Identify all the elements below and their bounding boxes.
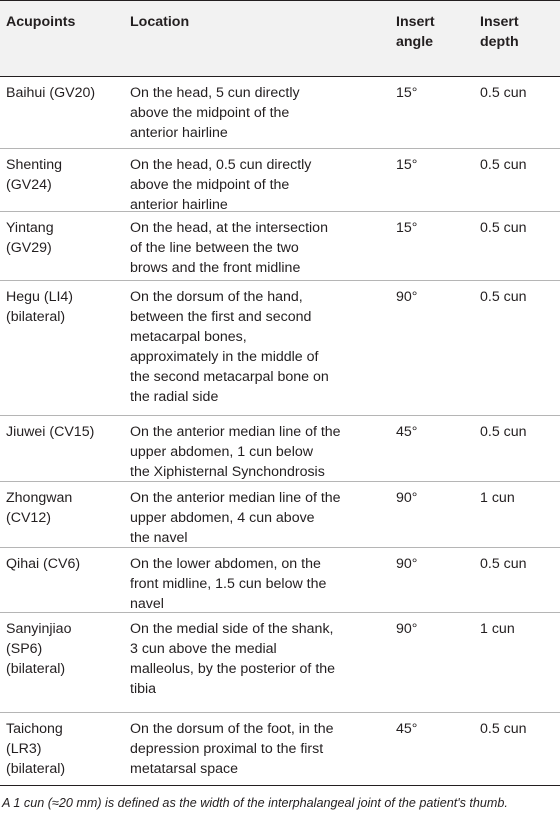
row-divider xyxy=(0,280,560,281)
cell-insert-depth: 0.5 cun xyxy=(480,289,527,305)
cell-insert-depth: 0.5 cun xyxy=(480,157,527,173)
table-footnote: A 1 cun (≈20 mm) is defined as the width of the interphalangeal joint of the patient's thumb. xyxy=(2,796,508,810)
cell-insert-depth: 0.5 cun xyxy=(480,721,527,737)
table-top-rule xyxy=(0,0,560,1)
cell-insert-angle: 90° xyxy=(396,621,418,637)
row-divider xyxy=(0,481,560,482)
cell-insert-angle: 45° xyxy=(396,424,418,440)
row-divider xyxy=(0,547,560,548)
header-acupoints: Acupoints xyxy=(6,14,76,30)
header-insert-angle: Insert angle xyxy=(396,14,435,50)
cell-insert-angle: 15° xyxy=(396,85,418,101)
cell-insert-depth: 1 cun xyxy=(480,621,515,637)
cell-location: On the medial side of the shank, 3 cun above the medial malleolus, by the posterior of the tibia xyxy=(130,621,336,697)
cell-acupoint: Sanyinjiao (SP6) (bilateral) xyxy=(6,621,72,677)
cell-insert-angle: 90° xyxy=(396,556,418,572)
cell-insert-depth: 0.5 cun xyxy=(480,424,527,440)
cell-insert-depth: 1 cun xyxy=(480,490,515,506)
cell-location: On the dorsum of the hand, between the first and second metacarpal bones, approximately in the middle of the second metacarpal bone on the radial side xyxy=(130,289,329,405)
cell-insert-depth: 0.5 cun xyxy=(480,556,527,572)
row-divider xyxy=(0,148,560,149)
header-rule xyxy=(0,76,560,77)
header-insert-depth: Insert depth xyxy=(480,14,519,50)
table-bottom-rule xyxy=(0,785,560,786)
cell-insert-angle: 15° xyxy=(396,157,418,173)
cell-location: On the head, at the intersection of the line between the two brows and the front midline xyxy=(130,220,328,276)
cell-location: On the anterior median line of the upper abdomen, 1 cun below the Xiphisternal Synchondrosis xyxy=(130,424,341,480)
cell-acupoint: Yintang (GV29) xyxy=(6,220,54,256)
cell-acupoint: Jiuwei (CV15) xyxy=(6,424,95,440)
cell-insert-angle: 15° xyxy=(396,220,418,236)
cell-insert-angle: 45° xyxy=(396,721,418,737)
cell-location: On the anterior median line of the upper abdomen, 4 cun above the navel xyxy=(130,490,341,546)
cell-acupoint: Hegu (LI4) (bilateral) xyxy=(6,289,74,325)
cell-insert-angle: 90° xyxy=(396,490,418,506)
cell-insert-angle: 90° xyxy=(396,289,418,305)
cell-insert-depth: 0.5 cun xyxy=(480,220,527,236)
header-location: Location xyxy=(130,14,190,30)
cell-acupoint: Baihui (GV20) xyxy=(6,85,96,101)
cell-location: On the head, 0.5 cun directly above the midpoint of the anterior hairline xyxy=(130,157,312,213)
cell-acupoint: Taichong (LR3) (bilateral) xyxy=(6,721,66,777)
cell-insert-depth: 0.5 cun xyxy=(480,85,527,101)
cell-acupoint: Zhongwan (CV12) xyxy=(6,490,73,526)
cell-location: On the head, 5 cun directly above the midpoint of the anterior hairline xyxy=(130,85,300,141)
cell-location: On the lower abdomen, on the front midline, 1.5 cun below the navel xyxy=(130,556,327,612)
table-header-background xyxy=(0,0,560,76)
row-divider xyxy=(0,612,560,613)
row-divider xyxy=(0,712,560,713)
cell-acupoint: Shenting (GV24) xyxy=(6,157,63,193)
cell-location: On the dorsum of the foot, in the depression proximal to the first metatarsal space xyxy=(130,721,334,777)
row-divider xyxy=(0,415,560,416)
cell-acupoint: Qihai (CV6) xyxy=(6,556,81,572)
row-divider xyxy=(0,211,560,212)
